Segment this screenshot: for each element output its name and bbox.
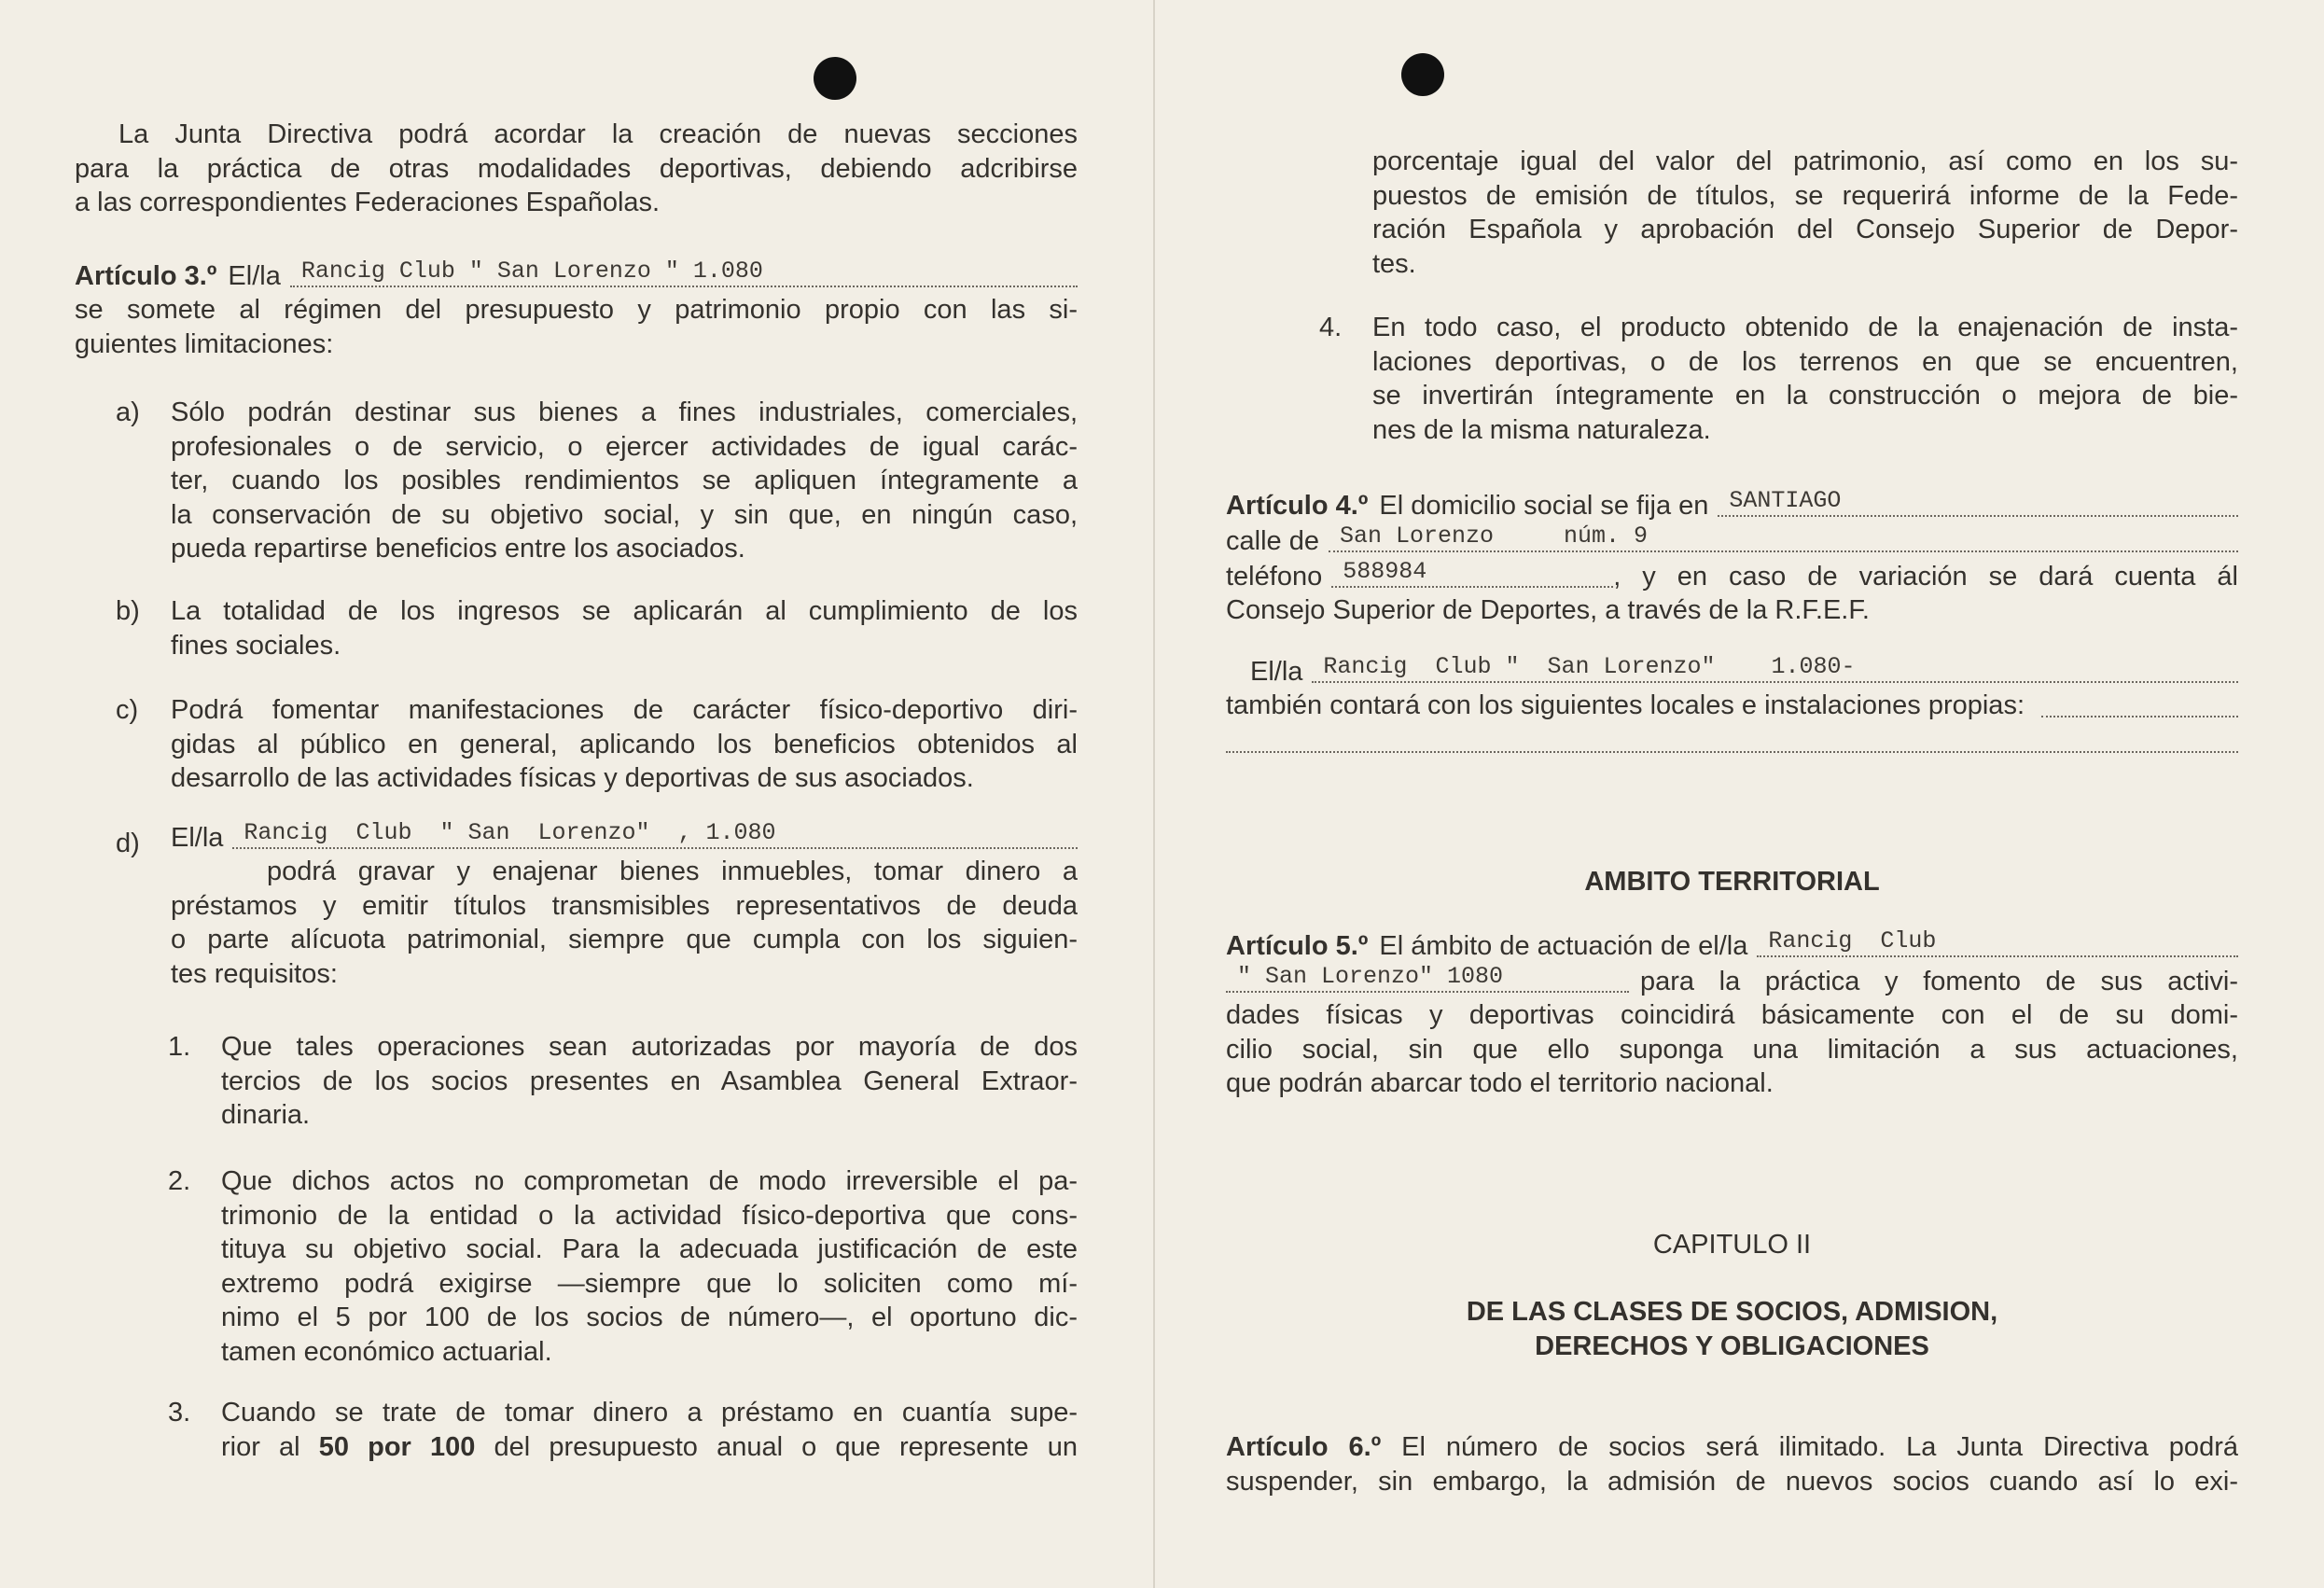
bold-amount: 50 por 100: [318, 1431, 476, 1462]
text-line: nes de la misma naturaleza.: [1372, 414, 1711, 445]
text-line: Sólo podrán destinar sus bienes a fines industriales, comerciales,: [171, 397, 1078, 427]
text-part: del presupuesto anual o que represente un: [475, 1431, 1078, 1462]
club-name-field: Rancig Club " San Lorenzo" 1.080-: [1312, 653, 2238, 683]
text-part: también contará con los siguientes locales e instalaciones propias:: [1226, 690, 2025, 720]
text-line: ración Española y aprobación del Consejo Superior de Depor-: [1372, 215, 2238, 244]
text-line: La totalidad de los ingresos se aplicarán al cumplimiento de los: [171, 596, 1078, 626]
phone-label: teléfono: [1226, 561, 1323, 592]
item-4-label: 4.: [1319, 313, 1343, 342]
text-line: dades físicas y deportivas coincidirá básicamente con el de su domi-: [1226, 1000, 2238, 1030]
street-label: calle de: [1226, 525, 1319, 556]
text-line: Consejo Superior de Deportes, a través de la R.F.E.F.: [1226, 595, 1870, 625]
text-line: guientes limitaciones:: [75, 328, 334, 359]
text-line: se somete al régimen del presupuesto y patrimonio propio con las si-: [75, 295, 1078, 325]
text-line: En todo caso, el producto obtenido de la enajenación de insta-: [1372, 313, 2238, 342]
text-part: El domicilio social se fija en: [1379, 490, 1709, 521]
item-d-label: d): [116, 829, 140, 858]
facilities-section: [1226, 653, 2238, 753]
item-c: [171, 693, 1078, 796]
text-part: , y en caso de variación se dará cuenta ál: [1613, 561, 2238, 592]
text-line: desarrollo de las actividades físicas y deportivas de sus asociados.: [171, 763, 974, 793]
paragraph-continuation: [1372, 145, 2238, 281]
text-line: gidas al público en general, aplicando los beneficios obtenidos al: [171, 729, 1078, 759]
text-line: Que dichos actos no comprometan de modo irreversible el pa-: [221, 1166, 1078, 1196]
text-line: [1226, 1430, 2238, 1465]
section-heading-ambito: AMBITO TERRITORIAL: [1584, 867, 1880, 897]
page-fold: [1153, 0, 1155, 1588]
punch-hole-left: [814, 57, 856, 100]
text-line: para la práctica de otras modalidades deportivas, debiendo adcribirse: [75, 153, 1078, 184]
heading-line: DE LAS CLASES DE SOCIOS, ADMISION,: [1466, 1297, 1998, 1327]
text-line: profesionales o de servicio, o ejercer actividades de igual carác-: [171, 431, 1078, 462]
punch-hole-right: [1401, 53, 1444, 96]
text-line: fines sociales.: [171, 630, 341, 661]
article-6: [1226, 1430, 2238, 1498]
facilities-field: [2041, 716, 2238, 717]
text-line: ter, cuando los posibles rendimientos se apliquen íntegramente a: [171, 466, 1078, 495]
article-5: [1226, 927, 2238, 1101]
text-part: El número de socios será ilimitado. La Junta Directiva podrá: [1401, 1432, 2238, 1462]
club-name-field: Rancig Club " San Lorenzo " 1.080: [290, 258, 1078, 287]
text-line: tes requisitos:: [171, 958, 338, 989]
article-6-title: Artículo 6.º: [1226, 1432, 1382, 1462]
article-3: [75, 258, 1078, 361]
item-d: [171, 819, 1078, 991]
street-field: San Lorenzo núm. 9: [1329, 522, 2238, 552]
city-field: SANTIAGO: [1718, 487, 2238, 517]
text-line: que podrán abarcar todo el territorio nacional.: [1226, 1068, 1774, 1098]
article-3-text: [75, 293, 1078, 361]
text-line: extremo podrá exigirse —siempre que lo soliciten como mí-: [221, 1268, 1078, 1299]
item-1: [221, 1030, 1078, 1133]
article-5-title: Artículo 5.º: [1226, 930, 1369, 961]
text-line: trimonio de la entidad o la actividad físico-deportiva que cons-: [221, 1200, 1078, 1231]
article-4: [1226, 487, 2238, 628]
item-b-label: b): [116, 596, 140, 626]
text-line: podrá gravar y enajenar bienes inmuebles, tomar dinero a: [267, 857, 1078, 886]
text-line: pueda repartirse beneficios entre los asociados.: [171, 534, 745, 564]
item-a: [171, 396, 1078, 566]
text-line: tes.: [1372, 248, 1416, 279]
text-line: La Junta Directiva podrá acordar la creación de nuevas secciones: [118, 119, 1078, 149]
el-la-label: El/la: [171, 822, 224, 853]
item-a-label: a): [116, 397, 140, 427]
text-line: tamen económico actuarial.: [221, 1336, 552, 1367]
club-name-field: Rancig Club: [1757, 927, 2238, 957]
chapter-heading: [1226, 1295, 2238, 1363]
text-line: cilio social, sin que ello suponga una limitación a sus actuaciones,: [1226, 1034, 2238, 1065]
item-3-label: 3.: [168, 1398, 191, 1428]
text-line: a las correspondientes Federaciones Españolas.: [75, 188, 661, 217]
item-4: [1372, 311, 2238, 447]
text-line: Que tales operaciones sean autorizadas por mayoría de dos: [221, 1032, 1078, 1062]
text-part: para la práctica y fomento de sus activi-: [1640, 966, 2238, 996]
text-line: se invertirán íntegramente en la construcción o mejora de bie-: [1372, 381, 2238, 411]
el-la-label: El/la: [1250, 656, 1303, 687]
phone-field: 588984: [1331, 558, 1613, 588]
chapter-title: CAPITULO II: [1652, 1230, 1812, 1260]
item-1-label: 1.: [168, 1032, 191, 1062]
text-line: nimo el 5 por 100 de los socios de número—, el oportuno dic-: [221, 1302, 1078, 1332]
article-3-title: Artículo 3.º: [75, 260, 217, 291]
article-4-title: Artículo 4.º: [1226, 490, 1369, 521]
article-5-text: [1226, 998, 2238, 1101]
text-line: la conservación de su objetivo social, y sin que, en ningún caso,: [171, 499, 1078, 530]
text-line: o parte alícuota patrimonial, siempre que cumpla con los siguien-: [171, 925, 1078, 954]
item-2-label: 2.: [168, 1166, 191, 1196]
item-d-text: [171, 889, 1078, 992]
text-line: laciones deportivas, o de los terrenos en que se encuentren,: [1372, 346, 2238, 377]
text-part: El ámbito de actuación de el/la: [1379, 930, 1748, 961]
heading-line: DERECHOS Y OBLIGACIONES: [1535, 1330, 1929, 1361]
item-b: [171, 594, 1078, 662]
text-line: dinaria.: [221, 1100, 311, 1130]
text-line: Podrá fomentar manifestaciones de carácter físico-deportivo diri-: [171, 695, 1078, 725]
club-name-field: Rancig Club " San Lorenzo" , 1.080: [232, 819, 1078, 849]
paragraph-sections: [75, 118, 1078, 220]
text-line: préstamos y emitir títulos transmisibles representativos de deuda: [171, 890, 1078, 921]
el-la-label: El/la: [228, 260, 281, 291]
item-3: [221, 1396, 1078, 1464]
item-c-label: c): [116, 695, 139, 725]
text-line: puestos de emisión de títulos, se requerirá informe de la Fede-: [1372, 180, 2238, 211]
text-line: [221, 1430, 1078, 1465]
club-name-field-cont: " San Lorenzo" 1080: [1226, 963, 1629, 993]
facilities-field-line2: [1226, 723, 2238, 753]
text-line: suspender, sin embargo, la admisión de nuevos socios cuando así lo exi-: [1226, 1466, 2238, 1497]
text-line: porcentaje igual del valor del patrimonio, así como en los su-: [1372, 146, 2238, 176]
text-line: tituya su objetivo social. Para la adecuada justificación de este: [221, 1234, 1078, 1264]
item-2: [221, 1164, 1078, 1369]
text-line: tercios de los socios presentes en Asamblea General Extraor-: [221, 1066, 1078, 1096]
text-line: Cuando se trate de tomar dinero a préstamo en cuantía supe-: [221, 1398, 1078, 1428]
text-part: rior al: [221, 1431, 319, 1462]
